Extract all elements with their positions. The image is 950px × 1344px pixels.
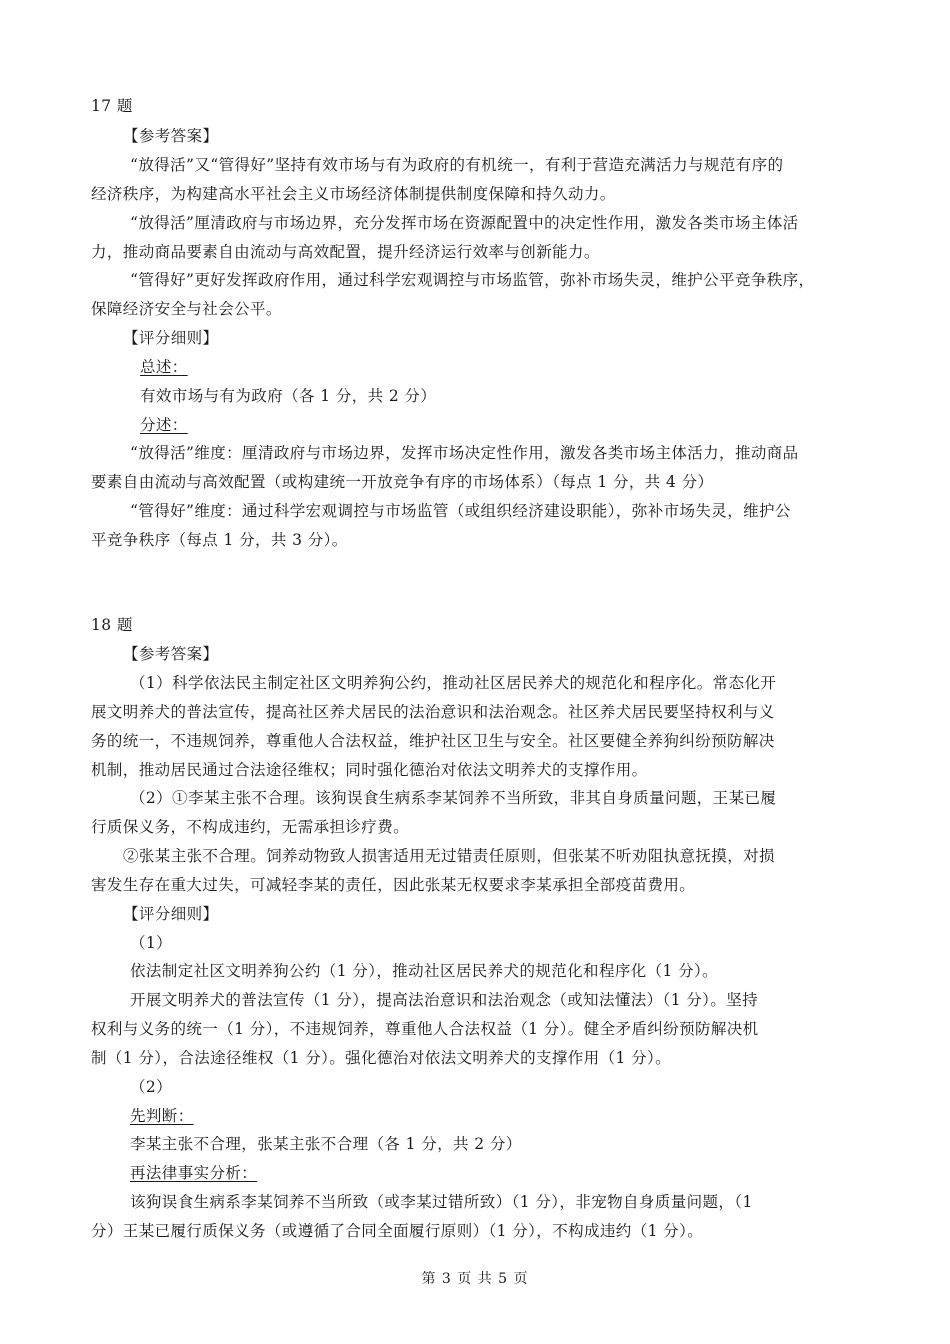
q18-answer1-line4: 机制，推动居民通过合法途径维权；同时强化德治对依法文明养犬的支撑作用。 xyxy=(91,761,648,779)
q17-answer-p2-line1: “放得活”厘清政府与市场边界，充分发挥市场在资源配置中的决定性作用，激发各类市场主体活 xyxy=(130,214,799,232)
q17-answer-p1-line2: 经济秩序，为构建高水平社会主义市场经济体制提供制度保障和持久动力。 xyxy=(91,185,616,203)
page-number-footer: 第 3 页 共 5 页 xyxy=(421,1271,529,1287)
q17-detail-p2-line2: 平竞争秩序（每点 1 分，共 3 分）。 xyxy=(91,531,348,549)
q18-rubric1-text1: 依法制定社区文明养狗公约（1 分），推动社区居民养犬的规范化和程序化（1 分）。 xyxy=(130,962,719,980)
q17-answer-p1-line1: “放得活”又“管得好”坚持有效市场与有为政府的有机统一，有利于营造充满活力与规范有序的 xyxy=(130,156,784,174)
q18-answer1-line3: 务的统一，不违规饲养，尊重他人合法权益，维护社区卫生与安全。社区要健全养狗纠纷预防解决 xyxy=(91,732,775,750)
q17-answer-p3-line1: “管得好”更好发挥政府作用，通过科学宏观调控与市场监管，弥补市场失灵，维护公平竞争秩序， xyxy=(130,271,815,289)
q17-summary-text: 有效市场与有为政府（各 1 分，共 2 分） xyxy=(140,387,437,405)
q17-detail-p2-line1: “管得好”维度：通过科学宏观调控与市场监管（或组织经济建设职能），弥补市场失灵，维护公 xyxy=(130,502,791,520)
q17-answer-p3-line2: 保障经济安全与社会公平。 xyxy=(91,300,282,318)
q18-rubric1-label: （1） xyxy=(130,934,173,952)
q17-title: 17 题 xyxy=(91,97,133,115)
q17-answer-header: 【参考答案】 xyxy=(123,127,219,145)
q18-analysis-line1: 该狗误食生病系李某饲养不当所致（或李某过错所致）（1 分），非宠物自身质量问题，（1 xyxy=(130,1193,753,1211)
q18-answer1-line1: （1）科学依法民主制定社区文明养狗公约，推动社区居民养犬的规范化和程序化。常态化开 xyxy=(130,674,777,692)
q18-title: 18 题 xyxy=(91,616,133,634)
q18-answer3-line1: ②张某主张不合理。饲养动物致人损害适用无过错责任原则，但张某不听劝阻执意抚摸，对损 xyxy=(123,847,775,865)
q18-answer1-line2: 展文明养犬的普法宣传，提高社区养犬居民的法治意识和法治观念。社区养犬居民要坚持权利与义 xyxy=(91,703,775,721)
q17-detail-label: 分述： xyxy=(140,416,188,434)
q18-rubric1-text2-line1: 开展文明养犬的普法宣传（1 分），提高法治意识和法治观念（或知法懂法）（1 分）。坚持 xyxy=(130,991,759,1009)
q18-answer3-line2: 害发生存在重大过失，可减轻李某的责任，因此张某无权要求李某承担全部疫苗费用。 xyxy=(91,876,696,894)
q17-answer-p2-line2: 力，推动商品要素自由流动与高效配置，提升经济运行效率与创新能力。 xyxy=(91,243,600,261)
q17-detail-p1-line2: 要素自由流动与高效配置（或构建统一开放竞争有序的市场体系）（每点 1 分，共 4 分） xyxy=(91,473,714,491)
q18-answer2-line2: 行质保义务，不构成违约，无需承担诊疗费。 xyxy=(91,818,410,836)
q17-summary-label: 总述： xyxy=(140,358,188,376)
q18-rubric2-label: （2） xyxy=(130,1078,173,1096)
q18-rubric-header: 【评分细则】 xyxy=(123,905,219,923)
q17-rubric-header: 【评分细则】 xyxy=(123,329,219,347)
q18-judge-label: 先判断： xyxy=(130,1107,194,1125)
q17-detail-p1-line1: “放得活”维度：厘清政府与市场边界，发挥市场决定性作用，激发各类市场主体活力，推动商品 xyxy=(130,444,799,462)
q18-answer2-line1: （2）①李某主张不合理。该狗误食生病系李某饲养不当所致，非其自身质量问题，王某已履 xyxy=(130,789,777,807)
q18-analysis-line2: 分）王某已履行质保义务（或遵循了合同全面履行原则）（1 分），不构成违约（1 分）。 xyxy=(91,1222,704,1240)
q18-analysis-label: 再法律事实分析： xyxy=(130,1164,258,1182)
q18-judge-text: 李某主张不合理，张某主张不合理（各 1 分，共 2 分） xyxy=(130,1135,522,1153)
q18-answer-header: 【参考答案】 xyxy=(123,645,219,663)
q18-rubric1-text2-line2: 权利与义务的统一（1 分），不违规饲养，尊重他人合法权益（1 分）。健全矛盾纠纷预防解决机 xyxy=(91,1020,759,1038)
q18-rubric1-text2-line3: 制（1 分），合法途径维权（1 分）。强化德治对依法文明养犬的支撑作用（1 分）。 xyxy=(91,1049,672,1067)
